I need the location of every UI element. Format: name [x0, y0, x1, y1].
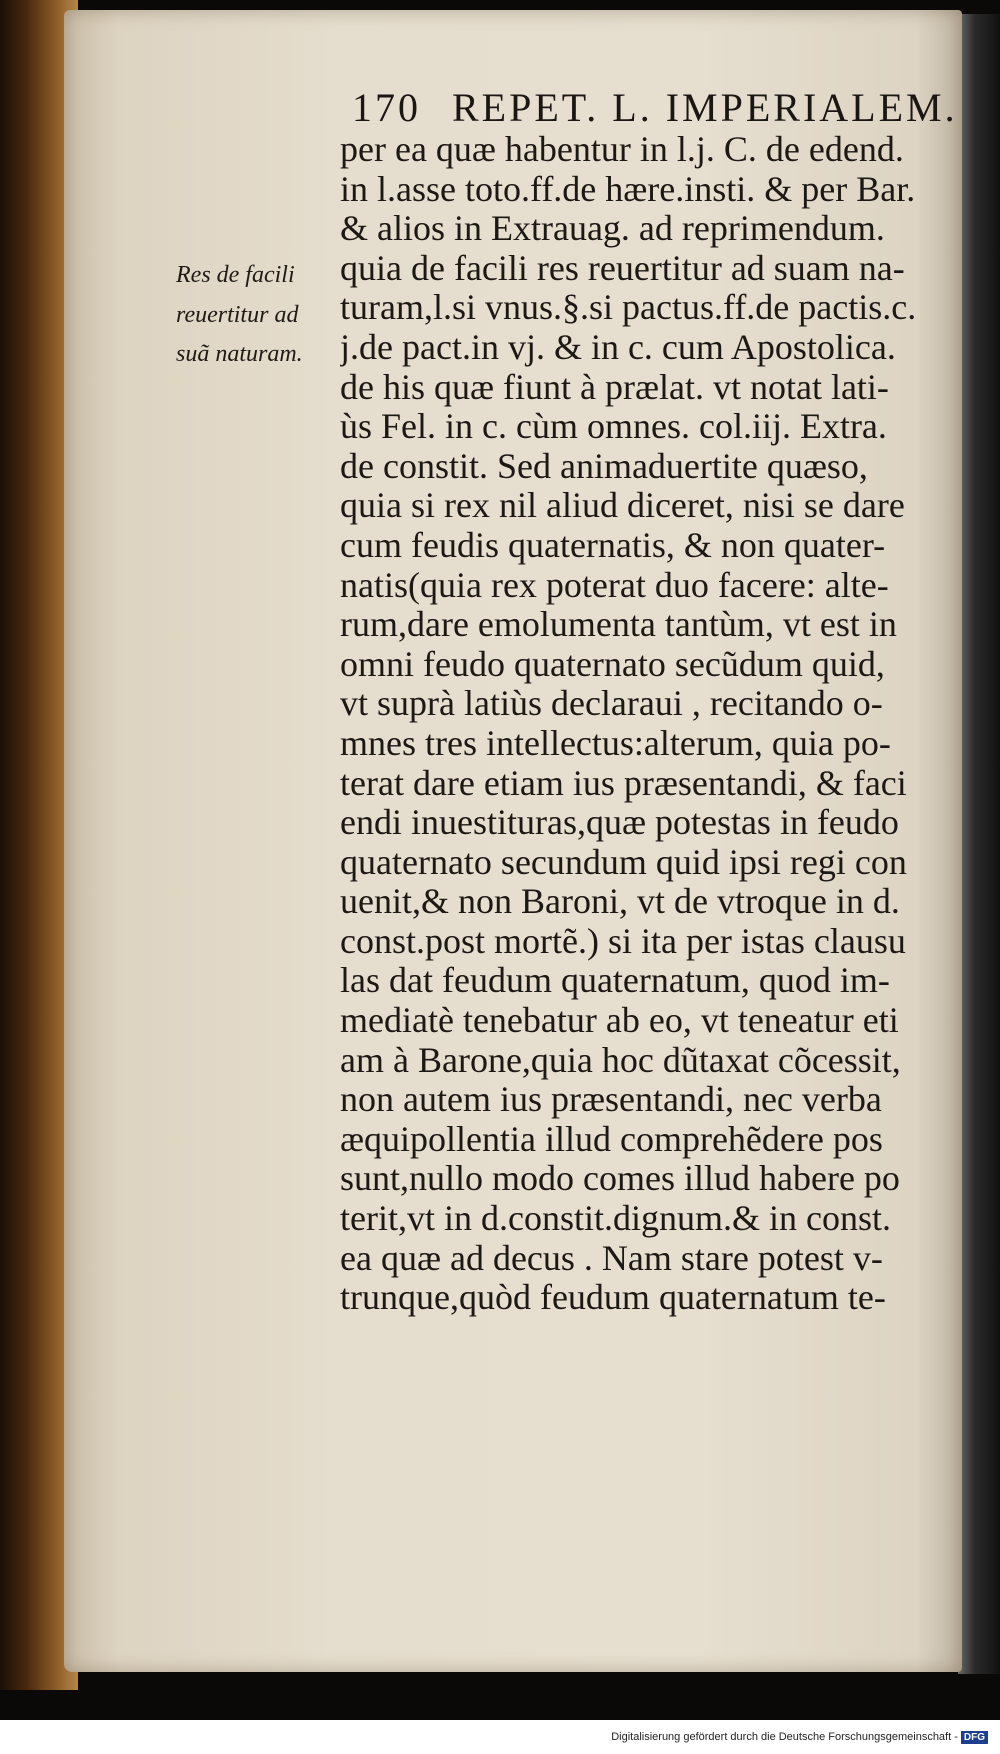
marginal-note	[176, 256, 336, 375]
text-line: non autem ius præsentandi, nec verba	[340, 1080, 882, 1120]
footer-credit	[611, 1731, 988, 1744]
text-line: quia de facili res reuertitur ad suam na-	[340, 248, 905, 288]
marginal-note-line: Res de facili	[176, 262, 295, 288]
text-line: endi inuestituras,quæ potestas in feudo	[340, 803, 899, 843]
dfg-logo: DFG	[961, 1731, 988, 1744]
text-line: ùs Fel. in c. cùm omnes. col.iij. Extra.	[340, 407, 887, 447]
scan-footer	[0, 1720, 1000, 1754]
text-line: omni feudo quaternato secũdum quid,	[340, 644, 885, 684]
text-line: in l.asse toto.ff.de hære.insti. & per Bar.	[340, 169, 916, 209]
text-line: const.post mortẽ.) si ita per istas clausu	[340, 921, 906, 961]
text-line: mediatè tenebatur ab eo, vt teneatur eti	[340, 1001, 899, 1041]
text-line: turam,l.si vnus.§.si pactus.ff.de pactis.c.	[340, 288, 917, 328]
body-text	[340, 130, 980, 1318]
text-line: terat dare etiam ius præsentandi, & faci	[340, 763, 907, 803]
text-line: vt suprà latiùs declaraui , recitando o-	[340, 684, 883, 724]
text-line: quia si rex nil aliud diceret, nisi se dare	[340, 486, 905, 526]
page-number: 170	[352, 85, 421, 130]
text-line: cum feudis quaternatis, & non quater-	[340, 525, 886, 565]
text-line: & alios in Extrauag. ad reprimendum.	[340, 209, 885, 249]
running-title: REPET. L. IMPERIALEM.	[452, 85, 958, 130]
text-line: j.de pact.in vj. & in c. cum Apostolica.	[340, 327, 896, 367]
text-line: de his quæ fiunt à prælat. vt notat lati-	[340, 367, 889, 407]
text-line: natis(quia rex poterat duo facere: alte-	[340, 565, 889, 605]
text-line: las dat feudum quaternatum, quod im-	[340, 961, 890, 1001]
text-line: quaternato secundum quid ipsi regi con	[340, 842, 907, 882]
text-line: rum,dare emolumenta tantùm, vt est in	[340, 605, 897, 645]
text-line: sunt,nullo modo comes illud habere po	[340, 1159, 900, 1199]
text-line: de constit. Sed animaduertite quæso,	[340, 446, 868, 486]
text-line: uenit,& non Baroni, vt de vtroque in d.	[340, 882, 900, 922]
text-line: trunque,quòd feudum quaternatum te-	[340, 1278, 886, 1318]
funding-credit: Digitalisierung gefördert durch die Deutsche Forschungsgemeinschaft -	[611, 1731, 958, 1743]
marginal-note-line: suã naturam.	[176, 341, 303, 368]
text-line: ea quæ ad decus . Nam stare potest v-	[340, 1238, 883, 1278]
marginal-note-line: reuertitur ad	[176, 301, 299, 328]
text-line: am à Barone,quia hoc dũtaxat cõcessit,	[340, 1040, 901, 1080]
text-line: terit,vt in d.constit.dignum.& in const.	[340, 1199, 891, 1239]
text-line: mnes tres intellectus:alterum, quia po-	[340, 723, 891, 763]
text-line: æquipollentia illud comprehẽdere pos	[340, 1119, 883, 1159]
text-line: per ea quæ habentur in l.j. C. de edend.	[340, 130, 904, 169]
